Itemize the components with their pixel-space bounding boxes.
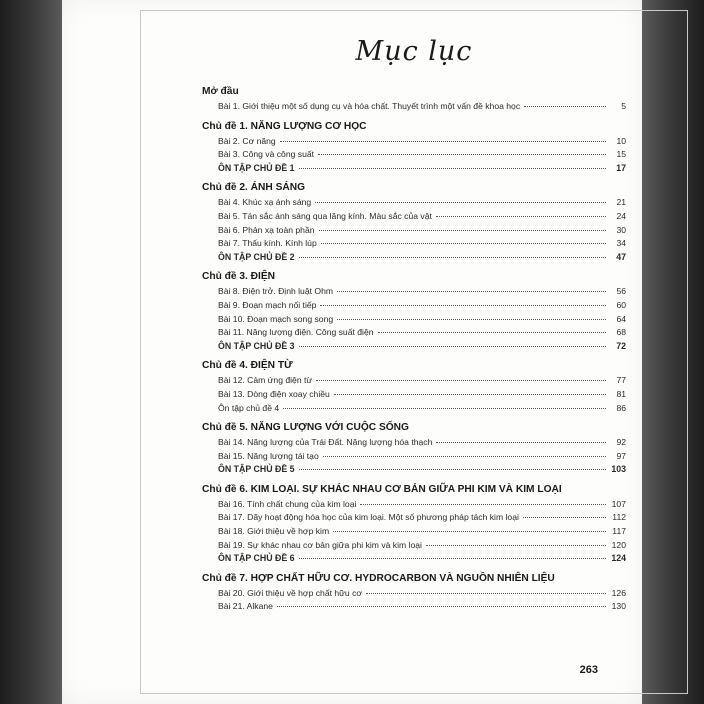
toc-entry-page: 72 xyxy=(616,340,626,351)
toc-entry[interactable] xyxy=(218,285,626,299)
toc-entry[interactable] xyxy=(218,450,626,464)
toc-leader-dots xyxy=(283,408,606,409)
toc-entry[interactable] xyxy=(218,251,626,265)
toc-section-heading: Mở đầu xyxy=(202,86,239,97)
toc-entry-page: 86 xyxy=(616,402,626,413)
toc-entry[interactable] xyxy=(218,224,626,238)
toc-leader-dots xyxy=(337,291,606,292)
toc-entry[interactable] xyxy=(218,525,626,539)
toc-entry[interactable] xyxy=(218,552,626,566)
toc-section-heading: Chủ đề 2. ÁNH SÁNG xyxy=(202,182,306,194)
toc-entry-label: ÔN TẬP CHỦ ĐỀ 1 xyxy=(218,162,295,173)
toc-entry-page: 92 xyxy=(616,437,626,448)
toc-leader-dots xyxy=(378,332,606,333)
toc-entry-page: 112 xyxy=(612,512,626,523)
toc-section-heading: Chủ đề 5. NĂNG LƯỢNG VỚI CUỘC SỐNG xyxy=(202,422,409,434)
toc-leader-dots xyxy=(320,305,606,306)
toc-entry-label: Bài 19. Sự khác nhau cơ bản giữa phi kim và kim loại xyxy=(218,539,422,550)
toc-leader-dots xyxy=(523,517,606,518)
toc-entry-label: ÔN TẬP CHỦ ĐỀ 5 xyxy=(218,464,295,475)
toc-leader-dots xyxy=(360,504,606,505)
toc-entry-page: 103 xyxy=(611,464,626,475)
toc-entry-page: 47 xyxy=(616,251,626,262)
toc-leader-dots xyxy=(524,106,606,107)
toc-entry-page: 30 xyxy=(616,224,626,235)
toc-entry-page: 130 xyxy=(611,601,626,612)
toc-leader-dots xyxy=(299,558,606,559)
toc-entry-page: 124 xyxy=(611,553,626,564)
toc-entry-label: Bài 18. Giới thiệu về hợp kim xyxy=(218,526,330,537)
toc-leader-dots xyxy=(426,545,606,546)
toc-entry[interactable] xyxy=(218,402,626,416)
toc-leader-dots xyxy=(315,202,606,203)
toc-entry-page: 81 xyxy=(616,388,626,399)
toc-leader-dots xyxy=(436,442,606,443)
page-left-shadow xyxy=(0,0,62,704)
page-content xyxy=(158,18,670,678)
toc-entry-label: Bài 9. Đoạn mạch nối tiếp xyxy=(218,299,317,310)
toc-leader-dots xyxy=(366,593,606,594)
toc-entry[interactable] xyxy=(218,162,626,176)
toc-leader-dots xyxy=(321,243,606,244)
toc-entry-label: Bài 12. Cảm ứng điện từ xyxy=(218,375,313,386)
toc-entry-label: Bài 14. Năng lượng của Trái Đất. Năng lượng hóa thạch xyxy=(218,437,433,448)
toc-entry[interactable] xyxy=(218,135,626,149)
toc-leader-dots xyxy=(299,346,606,347)
toc-entry-page: 107 xyxy=(611,498,626,509)
toc-leader-dots xyxy=(319,230,606,231)
toc-entry-page: 126 xyxy=(611,587,626,598)
toc-entry-label: Bài 17. Dãy hoạt động hóa học của kim loại. Một số phương pháp tách kim loại xyxy=(218,512,519,523)
toc-entry[interactable] xyxy=(218,539,626,553)
toc-entry[interactable] xyxy=(218,196,626,210)
toc-entry-label: Bài 21. Alkane xyxy=(218,601,273,612)
toc-entry[interactable] xyxy=(218,600,626,614)
toc-entry-page: 117 xyxy=(612,526,626,537)
toc-entry-label: Bài 3. Công và công suất xyxy=(218,149,315,160)
toc-entry-page: 77 xyxy=(616,375,626,386)
page-title: Mục lục xyxy=(355,36,473,67)
toc-section-heading: Chủ đề 1. NĂNG LƯỢNG CƠ HỌC xyxy=(202,120,367,132)
toc-entry-page: 97 xyxy=(616,450,626,461)
toc-entry-label: Bài 4. Khúc xạ ánh sáng xyxy=(218,197,312,208)
toc-section-heading: Chủ đề 3. ĐIỆN xyxy=(202,271,276,283)
toc-entry-label: Bài 8. Điện trở. Định luật Ohm xyxy=(218,286,334,297)
toc-entry-label: Bài 2. Cơ năng xyxy=(218,135,276,146)
toc-entry-label: ÔN TẬP CHỦ ĐỀ 2 xyxy=(218,251,295,262)
toc-entry[interactable] xyxy=(218,313,626,327)
toc-entry[interactable] xyxy=(218,436,626,450)
toc-leader-dots xyxy=(277,606,606,607)
toc-leader-dots xyxy=(333,531,606,532)
toc-entry-page: 34 xyxy=(616,238,626,249)
toc-entry-page: 56 xyxy=(616,286,626,297)
page-paper xyxy=(62,0,642,704)
toc-entry-label: Bài 15. Năng lượng tái tạo xyxy=(218,450,319,461)
toc-leader-dots xyxy=(318,154,606,155)
toc-entry[interactable] xyxy=(218,210,626,224)
toc-entry-label: Bài 5. Tán sắc ánh sáng qua lăng kính. Màu sắc của vật xyxy=(218,210,432,221)
toc-entry-label: Bài 6. Phản xạ toàn phần xyxy=(218,224,315,235)
toc-entry-page: 24 xyxy=(616,210,626,221)
toc-leader-dots xyxy=(299,257,606,258)
toc-entry[interactable] xyxy=(218,511,626,525)
toc-entry[interactable] xyxy=(218,374,626,388)
toc-entry-page: 5 xyxy=(621,101,626,111)
toc-entry-page: 15 xyxy=(616,149,626,160)
toc-entry-page: 120 xyxy=(611,539,626,550)
toc-entry-label: Bài 11. Năng lượng điện. Công suất điện xyxy=(218,327,374,338)
toc-leader-dots xyxy=(280,141,606,142)
toc-section-heading: Chủ đề 7. HỢP CHẤT HỮU CƠ. HYDROCARBON VÀ NGUỒN NHIÊN LIỆU xyxy=(202,572,555,584)
toc-entry-label: ÔN TẬP CHỦ ĐỀ 6 xyxy=(218,553,295,564)
toc-entry[interactable] xyxy=(218,237,626,251)
toc-entry-page: 21 xyxy=(616,197,626,208)
table-of-contents xyxy=(158,85,670,614)
toc-entry[interactable] xyxy=(218,463,626,477)
toc-entry-label: Bài 1. Giới thiệu một số dụng cụ và hóa chất. Thuyết trình một vấn đề khoa học xyxy=(218,101,521,111)
toc-entry[interactable] xyxy=(218,498,626,512)
toc-entry-label: Bài 7. Thấu kính. Kính lúp xyxy=(218,238,317,249)
toc-entry-label: Bài 13. Dòng điện xoay chiều xyxy=(218,388,330,399)
toc-section-heading: Chủ đề 4. ĐIỆN TỪ xyxy=(202,360,293,372)
toc-entry[interactable] xyxy=(218,326,626,340)
toc-entry-label: Bài 16. Tính chất chung của kim loại xyxy=(218,498,357,509)
toc-leader-dots xyxy=(337,319,606,320)
toc-entry-page: 60 xyxy=(616,299,626,310)
toc-leader-dots xyxy=(334,394,606,395)
page-number: 263 xyxy=(579,664,598,676)
toc-entry-label: Bài 10. Đoạn mạch song song xyxy=(218,313,334,324)
toc-entry-label: Bài 20. Giới thiệu về hợp chất hữu cơ xyxy=(218,587,362,598)
toc-leader-dots xyxy=(299,168,606,169)
toc-entry[interactable] xyxy=(218,587,626,601)
toc-entry[interactable] xyxy=(218,148,626,162)
toc-entry-page: 17 xyxy=(616,162,626,173)
toc-entry[interactable] xyxy=(218,388,626,402)
toc-leader-dots xyxy=(323,456,606,457)
toc-leader-dots xyxy=(436,216,606,217)
toc-section-heading: Chủ đề 6. KIM LOẠI. SỰ KHÁC NHAU CƠ BẢN GIỮA PHI KIM VÀ KIM LOẠI xyxy=(202,483,562,495)
toc-entry-label: Ôn tập chủ đề 4 xyxy=(218,402,280,413)
toc-entry[interactable] xyxy=(218,100,626,114)
toc-entry[interactable] xyxy=(218,340,626,354)
toc-leader-dots xyxy=(299,469,606,470)
toc-entry-page: 64 xyxy=(616,313,626,324)
toc-leader-dots xyxy=(316,380,606,381)
toc-entry-label: ÔN TẬP CHỦ ĐỀ 3 xyxy=(218,340,295,351)
toc-entry[interactable] xyxy=(218,299,626,313)
toc-entry-page: 68 xyxy=(616,327,626,338)
toc-entry-page: 10 xyxy=(616,135,626,146)
